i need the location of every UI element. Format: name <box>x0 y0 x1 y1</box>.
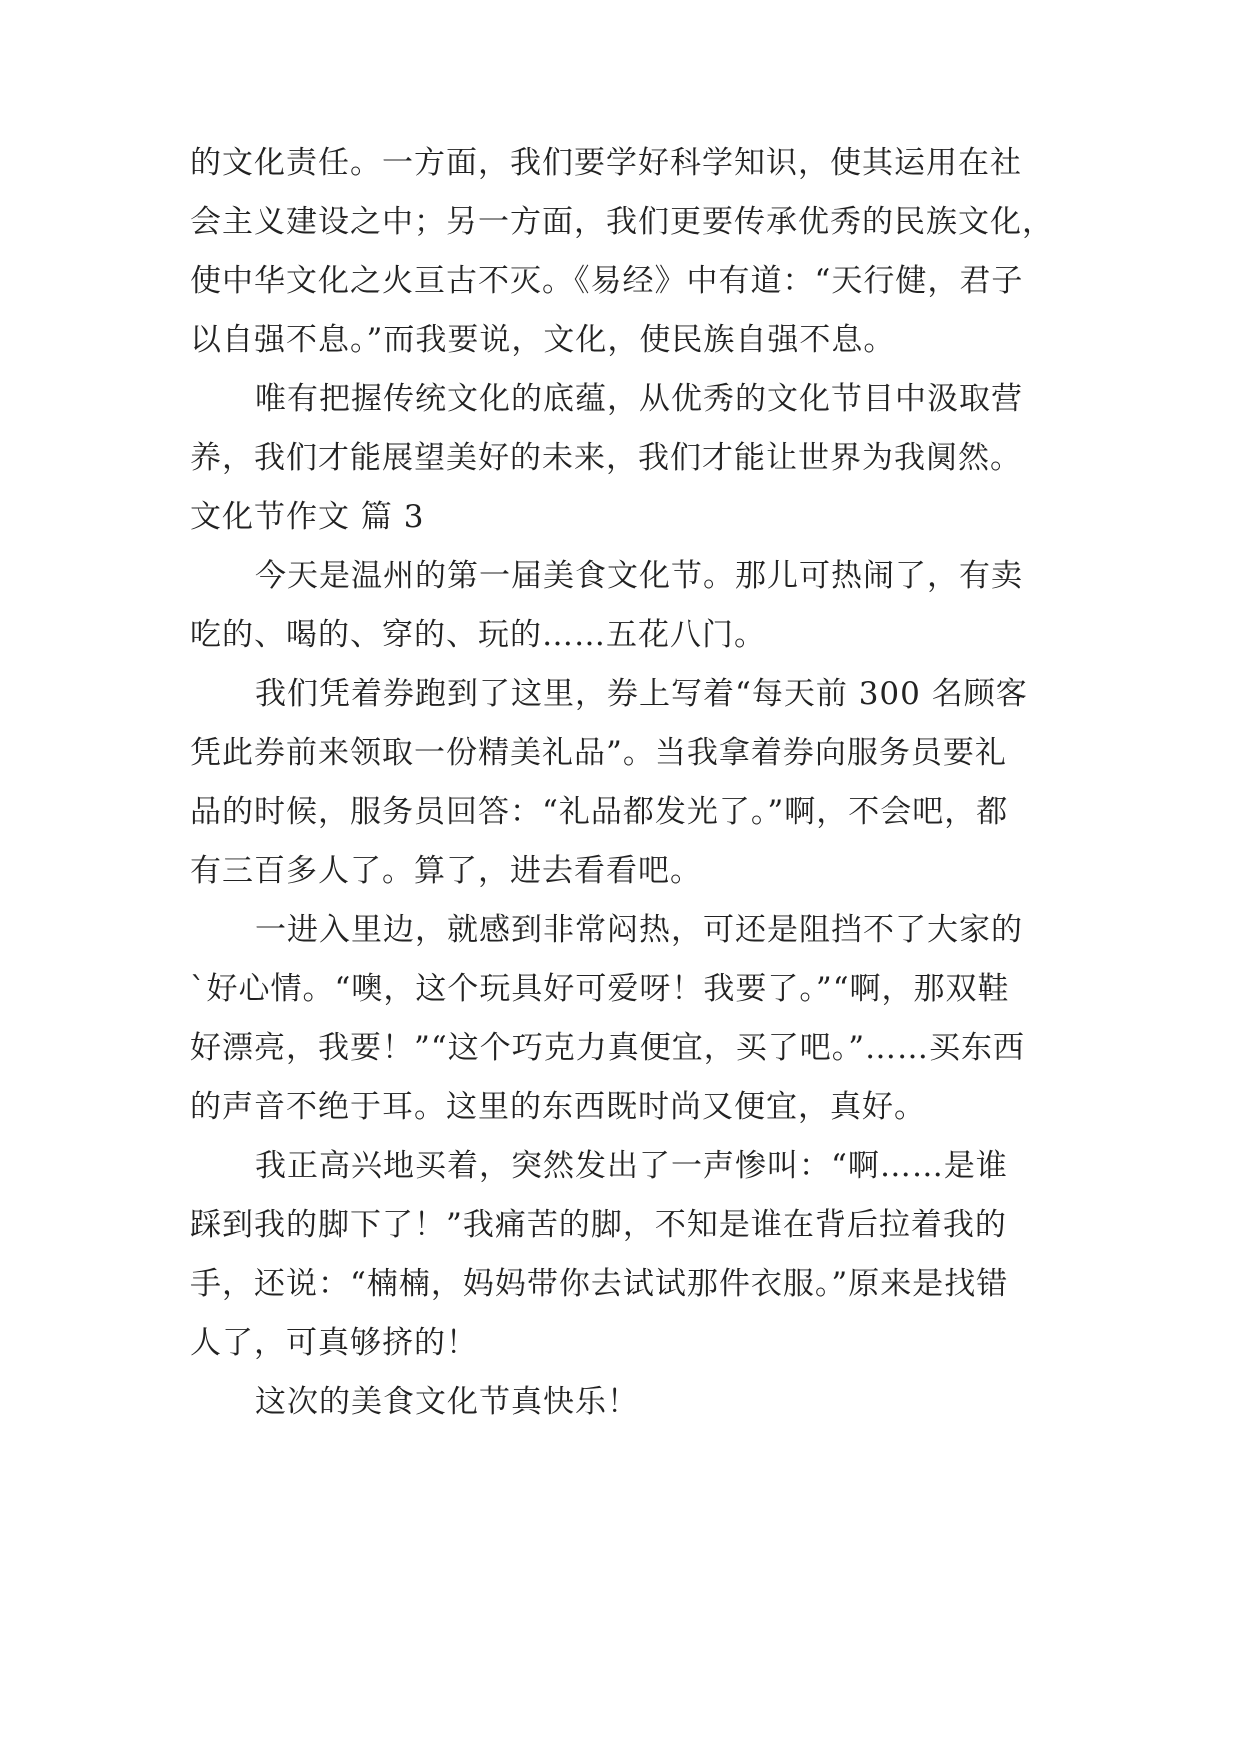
text-line: 踩到我的脚下了！”我痛苦的脚，不知是谁在背后拉着我的 <box>190 1207 1007 1243</box>
text-line: 好漂亮，我要！”“这个巧克力真便宜，买了吧。”……买东西 <box>190 1030 1026 1066</box>
text-line: `好心情。“噢，这个玩具好可爱呀！我要了。”“啊，那双鞋 <box>190 971 1010 1007</box>
paragraph-first-line: 今天是温州的第一届美食文化节。那儿可热闹了，有卖 <box>255 558 1023 594</box>
section-heading: 文化节作文 篇 3 <box>190 499 425 535</box>
text-line: 会主义建设之中；另一方面，我们更要传承优秀的民族文化， <box>190 204 1054 240</box>
paragraph-first-line: 唯有把握传统文化的底蕴，从优秀的文化节目中汲取营 <box>255 381 1023 417</box>
paragraph-first-line: 我们凭着券跑到了这里，券上写着“每天前 300 名顾客 <box>255 676 1028 712</box>
text-line: 以自强不息。”而我要说，文化，使民族自强不息。 <box>190 322 896 358</box>
text-line: 使中华文化之火亘古不灭。《易经》中有道：“天行健，君子 <box>190 263 1024 299</box>
text-line: 吃的、喝的、穿的、玩的……五花八门。 <box>190 617 766 653</box>
text-line: 的文化责任。一方面，我们要学好科学知识，使其运用在社 <box>190 145 1022 181</box>
text-line: 凭此券前来领取一份精美礼品”。当我拿着券向服务员要礼 <box>190 735 1007 771</box>
paragraph-first-line: 一进入里边，就感到非常闷热，可还是阻挡不了大家的 <box>255 912 1023 948</box>
text-line: 人了，可真够挤的！ <box>190 1325 478 1361</box>
text-line: 养，我们才能展望美好的未来，我们才能让世界为我阒然。 <box>190 440 1022 476</box>
text-line: 的声音不绝于耳。这里的东西既时尚又便宜，真好。 <box>190 1089 926 1125</box>
paragraph-first-line: 我正高兴地买着，突然发出了一声惨叫：“啊……是谁 <box>255 1148 1008 1184</box>
text-line: 有三百多人了。算了，进去看看吧。 <box>190 853 702 889</box>
paragraph-first-line: 这次的美食文化节真快乐！ <box>255 1384 639 1420</box>
text-line: 品的时候，服务员回答：“礼品都发光了。”啊，不会吧，都 <box>190 794 1009 830</box>
text-line: 手，还说：“楠楠，妈妈带你去试试那件衣服。”原来是找错 <box>190 1266 1009 1302</box>
